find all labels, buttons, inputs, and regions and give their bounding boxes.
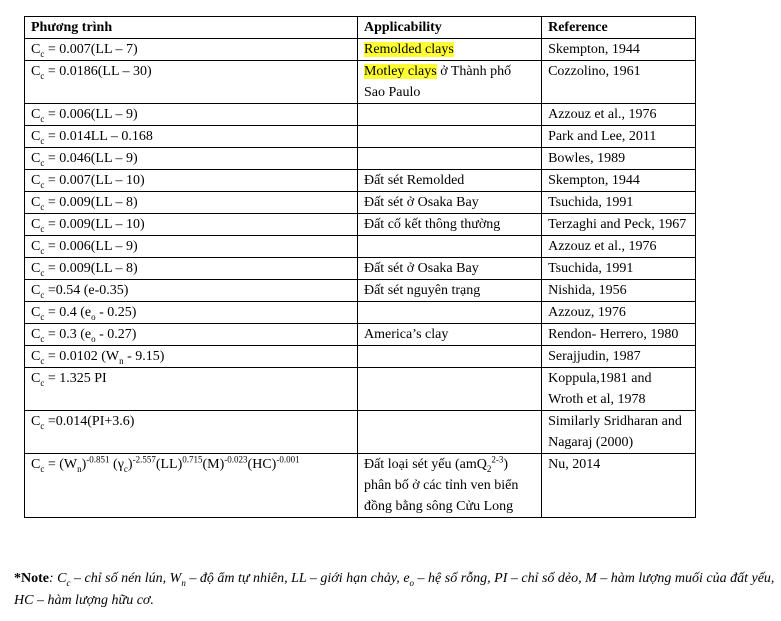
equation-cell: $C_c =0.54$ (e-0.35): [25, 280, 358, 302]
reference-cell: Nu, 2014: [542, 454, 696, 518]
equation-cell: $C_c = 0.4$ $(e_o - 0.25)$: [25, 302, 358, 324]
header-reference: Reference: [542, 17, 696, 39]
reference-cell: Rendon- Herrero, 1980: [542, 324, 696, 346]
applicability-cell: [357, 126, 541, 148]
table-row: [25, 192, 696, 214]
reference-cell: Similarly Sridharan and Nagaraj (2000): [542, 411, 696, 454]
note-label: *Note: [14, 571, 49, 586]
applicability-cell: America’s clay: [357, 324, 541, 346]
equation-cell: $C_c = 0.0186(LL - 30)$: [25, 61, 358, 104]
reference-cell: Skempton, 1944: [542, 170, 696, 192]
equation-cell: $C_c = 0.007(LL - 10)$: [25, 170, 358, 192]
equation-cell: $C_c = 0.009(LL - 8)$: [25, 258, 358, 280]
equation-cell: $C_c = 0.009(LL - 10)$: [25, 214, 358, 236]
reference-cell: Nishida, 1956: [542, 280, 696, 302]
reference-cell: Skempton, 1944: [542, 39, 696, 61]
applicability-cell: [357, 104, 541, 126]
table-row: [25, 170, 696, 192]
reference-cell: Cozzolino, 1961: [542, 61, 696, 104]
equation-cell: $C_c = 0.3$ $(e_o - 0.27)$: [25, 324, 358, 346]
table-row: [25, 104, 696, 126]
equation-cell: $C_c =0.014(PI+3.6)$: [25, 411, 358, 454]
table-row: [25, 411, 696, 454]
reference-cell: Tsuchida, 1991: [542, 192, 696, 214]
reference-cell: Koppula,1981 and Wroth et al, 1978: [542, 368, 696, 411]
table-row: [25, 302, 696, 324]
applicability-cell: [357, 368, 541, 411]
reference-cell: Park and Lee, 2011: [542, 126, 696, 148]
reference-cell: Tsuchida, 1991: [542, 258, 696, 280]
table-row: [25, 368, 696, 411]
table-row: [25, 126, 696, 148]
highlighted-text: Motley clays: [363, 64, 437, 79]
table-row: [25, 214, 696, 236]
equation-cell: $C_c = 0.046(LL - 9)$: [25, 148, 358, 170]
table-note: *Note: $C_c$ – chỉ số nén lún, $W_n$ – độ ẩm tự nhiên, LL – giới hạn chảy, $e_o$ – hệ số rỗng, PI – chỉ số dẻo, M – hàm lượng muối của đất yếu, HC – hàm lượng hữu cơ.: [14, 571, 775, 608]
reference-cell: Azzouz et al., 1976: [542, 236, 696, 258]
applicability-cell: Đất sét nguyên trạng: [357, 280, 541, 302]
applicability-cell: Đất sét Remolded: [357, 170, 541, 192]
applicability-cell: [357, 236, 541, 258]
reference-cell: Azzouz, 1976: [542, 302, 696, 324]
equation-cell: $C_c = 0.007(LL - 7)$: [25, 39, 358, 61]
reference-cell: Azzouz et al., 1976: [542, 104, 696, 126]
applicability-cell: [357, 148, 541, 170]
applicability-cell: Đất cố kết thông thường: [357, 214, 541, 236]
applicability-cell: Đất sét ở Osaka Bay: [357, 192, 541, 214]
table-row: [25, 236, 696, 258]
equation-cell: $C_c = 0.0102$ $(W_n - 9.15)$: [25, 346, 358, 368]
applicability-cell: [357, 302, 541, 324]
table-row: [25, 280, 696, 302]
table-row: [25, 324, 696, 346]
reference-cell: Bowles, 1989: [542, 148, 696, 170]
header-applicability: Applicability: [357, 17, 541, 39]
equation-cell: $C_c = 0.006(LL - 9)$: [25, 104, 358, 126]
table-row: [25, 346, 696, 368]
table-row: [25, 61, 696, 104]
equation-cell: $C_c = 0.009(LL - 8)$: [25, 192, 358, 214]
applicability-cell: Đất loại sét yếu (amQ$_2^{2-3}$) phân bố ở các tỉnh ven biển đồng bằng sông Cửu Long: [357, 454, 541, 518]
header-equation: Phương trình: [25, 17, 358, 39]
equation-cell: $C_c = 1.325$ PI: [25, 368, 358, 411]
applicability-cell: [357, 411, 541, 454]
table-row: [25, 454, 696, 518]
applicability-cell: Đất sét ở Osaka Bay: [357, 258, 541, 280]
table-row: [25, 148, 696, 170]
equation-cell: $C_c = 0.014LL - 0.168$: [25, 126, 358, 148]
correlation-table: [24, 16, 696, 518]
applicability-cell: Motley clays ở Thành phố Sao Paulo: [357, 61, 541, 104]
table-header-row: [25, 17, 696, 39]
equation-cell: $C_c = (W_n)^{-0.851}$ $(\gamma_c)^{-2.557}(LL)^{0.715}(M)^{-0.023}(HC)^{-0.001}$: [25, 454, 358, 518]
reference-cell: Serajjudin, 1987: [542, 346, 696, 368]
table-row: [25, 39, 696, 61]
applicability-cell: [357, 346, 541, 368]
applicability-cell: [357, 39, 541, 61]
table-row: [25, 258, 696, 280]
reference-cell: Terzaghi and Peck, 1967: [542, 214, 696, 236]
equation-cell: $C_c = 0.006(LL - 9)$: [25, 236, 358, 258]
highlighted-text: Remolded clays: [363, 42, 454, 57]
